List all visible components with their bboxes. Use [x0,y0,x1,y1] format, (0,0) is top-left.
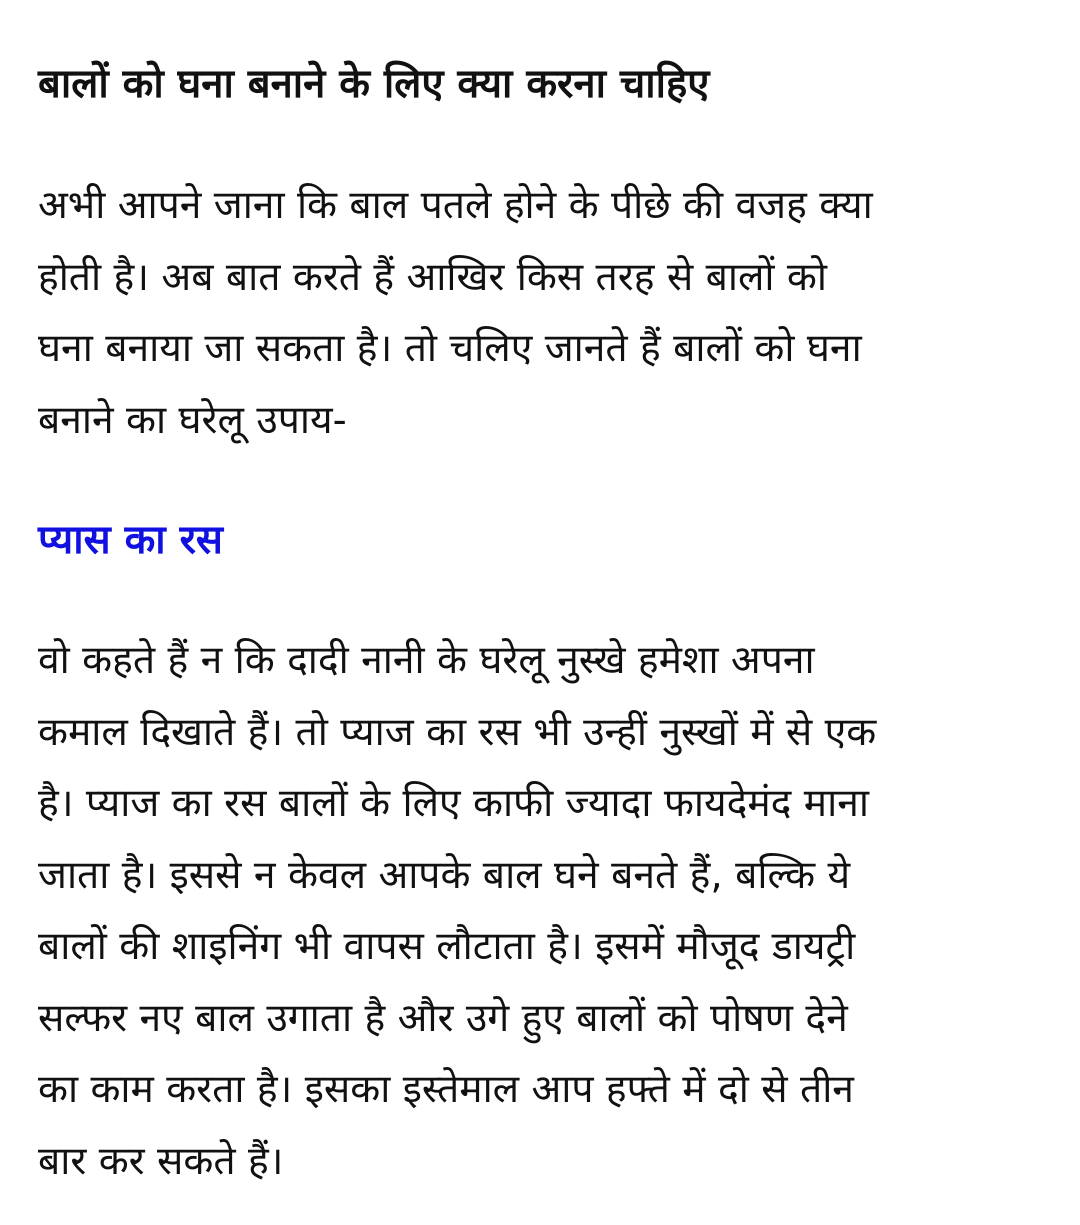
paragraph-line: अभी आपने जाना कि बाल पतले होने के पीछे की वजह क्या [38,183,873,228]
paragraph-line: बालों की शाइनिंग भी वापस लौटाता है। इसमें मौजूद डायट्री [38,924,856,969]
paragraph-line: वो कहते हैं न कि दादी नानी के घरेलू नुस्खे हमेशा अपना [38,638,815,683]
paragraph-line: है। प्याज का रस बालों के लिए काफी ज्यादा फायदेमंद माना [38,781,869,826]
paragraph-line: घना बनाया जा सकता है। तो चलिए जानते हैं बालों को घना [38,326,862,371]
paragraph-line: होती है। अब बात करते हैं आखिर किस तरह से बालों को [38,254,827,300]
intro-paragraph [38,170,873,456]
paragraph-line: जाता है। इससे न केवल आपके बाल घने बनते हैं, बल्कि ये [38,852,851,898]
paragraph-line: का काम करता है। इसका इस्तेमाल आप हफ्ते में दो से तीन [38,1067,854,1112]
section-subheading: प्यास का रस [38,517,223,563]
article-heading: बालों को घना बनाने के लिए क्या करना चाहिए [38,61,710,107]
paragraph-line: सल्फर नए बाल उगाता है और उगे हुए बालों को पोषण देने [38,995,848,1041]
paragraph-line: कमाल दिखाते हैं। तो प्याज का रस भी उन्हीं नुस्खों में से एक [38,709,877,755]
paragraph-line: बार कर सकते हैं। [38,1138,284,1184]
paragraph-line: बनाने का घरेलू उपाय- [38,397,347,443]
body-paragraph [38,625,876,1197]
